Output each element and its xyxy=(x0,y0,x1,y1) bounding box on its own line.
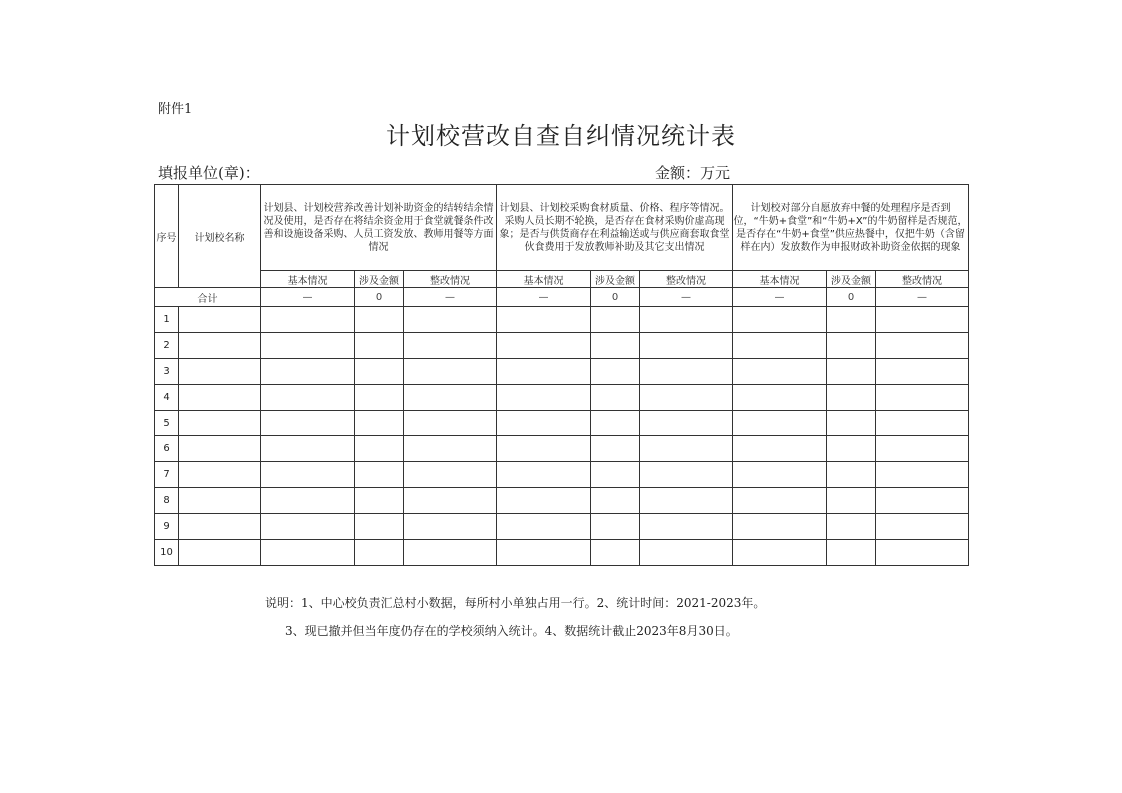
data-cell[interactable] xyxy=(640,462,733,488)
data-cell[interactable] xyxy=(640,384,733,410)
header-school-name: 计划校名称 xyxy=(179,185,261,288)
annex-label: 附件1 xyxy=(158,102,193,117)
table-row xyxy=(155,540,969,566)
data-cell[interactable] xyxy=(404,540,497,566)
table-row xyxy=(155,462,969,488)
total-cell: — xyxy=(497,288,591,307)
data-cell[interactable] xyxy=(876,436,969,462)
data-cell[interactable] xyxy=(827,410,876,436)
data-cell[interactable] xyxy=(261,436,355,462)
data-cell[interactable] xyxy=(355,358,404,384)
data-cell[interactable] xyxy=(497,384,591,410)
table-row xyxy=(155,488,969,514)
data-cell[interactable] xyxy=(640,514,733,540)
page-title: 计划校营改自查自纠情况统计表 xyxy=(386,122,736,150)
data-cell[interactable] xyxy=(876,410,969,436)
data-cell[interactable] xyxy=(591,358,640,384)
school-name-cell[interactable] xyxy=(179,307,261,333)
data-cell[interactable] xyxy=(733,384,827,410)
school-name-cell[interactable] xyxy=(179,462,261,488)
subheader-rectify: 整改情况 xyxy=(640,271,733,288)
data-cell[interactable] xyxy=(497,410,591,436)
data-cell[interactable] xyxy=(404,488,497,514)
data-cell[interactable] xyxy=(355,436,404,462)
data-cell[interactable] xyxy=(591,332,640,358)
data-cell[interactable] xyxy=(876,540,969,566)
data-cell[interactable] xyxy=(640,488,733,514)
data-cell[interactable] xyxy=(261,332,355,358)
data-cell[interactable] xyxy=(261,410,355,436)
data-cell[interactable] xyxy=(876,358,969,384)
data-cell[interactable] xyxy=(355,540,404,566)
data-cell[interactable] xyxy=(355,488,404,514)
data-cell[interactable] xyxy=(591,410,640,436)
data-cell[interactable] xyxy=(497,488,591,514)
data-cell[interactable] xyxy=(261,384,355,410)
total-cell: — xyxy=(733,288,827,307)
school-name-cell[interactable] xyxy=(179,514,261,540)
data-cell[interactable] xyxy=(591,540,640,566)
data-cell[interactable] xyxy=(640,332,733,358)
data-cell[interactable] xyxy=(733,410,827,436)
data-cell[interactable] xyxy=(733,358,827,384)
amount-unit-label: 金额：万元 xyxy=(655,164,731,182)
data-cell[interactable] xyxy=(591,462,640,488)
data-cell[interactable] xyxy=(261,462,355,488)
total-cell: — xyxy=(261,288,355,307)
data-cell[interactable] xyxy=(261,514,355,540)
subheader-basic: 基本情况 xyxy=(497,271,591,288)
row-index: 3 xyxy=(155,358,179,384)
table-row xyxy=(155,332,969,358)
subheader-basic: 基本情况 xyxy=(261,271,355,288)
data-cell[interactable] xyxy=(591,384,640,410)
data-cell[interactable] xyxy=(404,436,497,462)
data-cell[interactable] xyxy=(733,436,827,462)
school-name-cell[interactable] xyxy=(179,540,261,566)
subheader-row xyxy=(155,271,969,288)
data-cell[interactable] xyxy=(591,436,640,462)
school-name-cell[interactable] xyxy=(179,488,261,514)
total-cell: 0 xyxy=(355,288,404,307)
note-line-2: 3、现已撤并但当年度仍存在的学校须纳入统计。4、数据统计截止2023年8月30日。 xyxy=(285,624,738,638)
table-row xyxy=(155,410,969,436)
data-cell[interactable] xyxy=(404,462,497,488)
data-cell[interactable] xyxy=(355,462,404,488)
subheader-rectify: 整改情况 xyxy=(404,271,497,288)
school-name-cell[interactable] xyxy=(179,436,261,462)
total-cell: — xyxy=(876,288,969,307)
data-cell[interactable] xyxy=(876,332,969,358)
data-cell[interactable] xyxy=(261,358,355,384)
data-cell[interactable] xyxy=(733,332,827,358)
row-index: 2 xyxy=(155,332,179,358)
data-cell[interactable] xyxy=(497,307,591,333)
statistics-table xyxy=(154,184,969,566)
row-index: 8 xyxy=(155,488,179,514)
total-label: 合计 xyxy=(155,288,261,307)
school-name-cell[interactable] xyxy=(179,384,261,410)
data-cell[interactable] xyxy=(876,514,969,540)
data-cell[interactable] xyxy=(355,410,404,436)
table-row xyxy=(155,514,969,540)
table-row xyxy=(155,384,969,410)
data-cell[interactable] xyxy=(404,358,497,384)
data-cell[interactable] xyxy=(355,332,404,358)
data-cell[interactable] xyxy=(591,514,640,540)
data-cell[interactable] xyxy=(497,540,591,566)
data-cell[interactable] xyxy=(261,540,355,566)
data-cell[interactable] xyxy=(733,462,827,488)
subheader-rectify: 整改情况 xyxy=(876,271,969,288)
data-cell[interactable] xyxy=(640,540,733,566)
data-cell[interactable] xyxy=(827,462,876,488)
row-index: 1 xyxy=(155,307,179,333)
row-index: 7 xyxy=(155,462,179,488)
data-cell[interactable] xyxy=(497,332,591,358)
header-index: 序号 xyxy=(155,185,179,288)
total-row xyxy=(155,288,969,307)
data-cell[interactable] xyxy=(404,410,497,436)
data-cell[interactable] xyxy=(733,307,827,333)
data-cell[interactable] xyxy=(827,488,876,514)
row-index: 5 xyxy=(155,410,179,436)
row-index: 4 xyxy=(155,384,179,410)
data-cell[interactable] xyxy=(591,488,640,514)
data-cell[interactable] xyxy=(497,436,591,462)
header-row xyxy=(155,185,969,271)
data-cell[interactable] xyxy=(404,384,497,410)
data-cell[interactable] xyxy=(355,384,404,410)
data-cell[interactable] xyxy=(827,540,876,566)
row-index: 9 xyxy=(155,514,179,540)
data-cell[interactable] xyxy=(640,307,733,333)
data-cell[interactable] xyxy=(261,307,355,333)
data-cell[interactable] xyxy=(591,307,640,333)
data-cell[interactable] xyxy=(733,540,827,566)
header-group-2: 计划县、计划校采购食材质量、价格、程序等情况。采购人员长期不轮换，是否存在食材采购价虚高现象；是否与供货商存在利益输送或与供应商套取食堂伙食费用于发放教师补助及其它支出情况 xyxy=(497,185,733,271)
data-cell[interactable] xyxy=(827,436,876,462)
total-cell: 0 xyxy=(591,288,640,307)
table-row xyxy=(155,436,969,462)
data-cell[interactable] xyxy=(497,462,591,488)
subheader-amount: 涉及金额 xyxy=(827,271,876,288)
school-name-cell[interactable] xyxy=(179,410,261,436)
total-cell: — xyxy=(640,288,733,307)
data-cell[interactable] xyxy=(640,410,733,436)
total-cell: — xyxy=(404,288,497,307)
data-cell[interactable] xyxy=(876,488,969,514)
data-cell[interactable] xyxy=(876,462,969,488)
data-cell[interactable] xyxy=(404,307,497,333)
data-cell[interactable] xyxy=(876,384,969,410)
header-group-1: 计划县、计划校营养改善计划补助资金的结转结余情况及使用，是否存在将结余资金用于食堂就餐条件改善和设施设备采购、人员工资发放、教师用餐等方面情况 xyxy=(261,185,497,271)
table-row xyxy=(155,307,969,333)
data-cell[interactable] xyxy=(497,514,591,540)
data-cell[interactable] xyxy=(733,488,827,514)
total-cell: 0 xyxy=(827,288,876,307)
row-index: 6 xyxy=(155,436,179,462)
data-cell[interactable] xyxy=(827,332,876,358)
subheader-amount: 涉及金额 xyxy=(591,271,640,288)
reporting-unit-label: 填报单位(章)： xyxy=(158,164,260,182)
data-cell[interactable] xyxy=(827,358,876,384)
row-index: 10 xyxy=(155,540,179,566)
data-cell[interactable] xyxy=(640,436,733,462)
note-line-1: 说明：1、中心校负责汇总村小数据，每所村小单独占用一行。2、统计时间：2021-2023年。 xyxy=(265,596,766,610)
data-cell[interactable] xyxy=(733,514,827,540)
data-cell[interactable] xyxy=(827,307,876,333)
data-cell[interactable] xyxy=(261,488,355,514)
data-cell[interactable] xyxy=(827,384,876,410)
data-cell[interactable] xyxy=(640,358,733,384)
school-name-cell[interactable] xyxy=(179,332,261,358)
data-cell[interactable] xyxy=(876,307,969,333)
table-row xyxy=(155,358,969,384)
data-cell[interactable] xyxy=(355,307,404,333)
data-cell[interactable] xyxy=(404,514,497,540)
school-name-cell[interactable] xyxy=(179,358,261,384)
data-cell[interactable] xyxy=(827,514,876,540)
header-group-3: 计划校对部分自愿放弃中餐的处理程序是否到位，“牛奶+食堂”和“牛奶+X”的牛奶留样是否规范，是否存在“牛奶+食堂”供应热餐中，仅把牛奶（含留样在内）发放数作为申报财政补助资金依据的现象 xyxy=(733,185,969,271)
data-cell[interactable] xyxy=(497,358,591,384)
subheader-amount: 涉及金额 xyxy=(355,271,404,288)
subheader-basic: 基本情况 xyxy=(733,271,827,288)
data-cell[interactable] xyxy=(355,514,404,540)
data-cell[interactable] xyxy=(404,332,497,358)
